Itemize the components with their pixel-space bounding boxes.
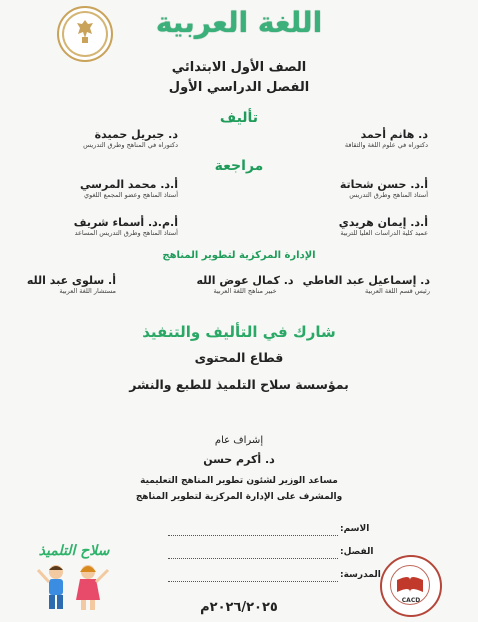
review-heading: مراجعة: [214, 158, 264, 174]
reviewer-item: [74, 216, 178, 237]
content-sector: قطاع المحتوى: [194, 350, 284, 365]
supervisor-title-line1: مساعد الوزير لشئون تطوير المناهج التعليمية: [140, 476, 338, 486]
author-desc: دكتوراه في المناهج وطرق التدريس: [83, 141, 178, 149]
reviewer-item: [339, 216, 428, 237]
participation-heading: شارك في التأليف والتنفيذ: [142, 323, 336, 341]
admin-desc: خبير مناهج اللغة العربية: [213, 287, 277, 295]
brand-logo-text: سلاح التلميذ: [38, 543, 110, 559]
author-name: د. هانم أحمد: [360, 128, 428, 141]
book-title: اللغة العربية: [155, 6, 323, 39]
author-desc: دكتوراه في علوم اللغة والثقافة: [344, 141, 428, 149]
supervisor-name: د. أكرم حسن: [203, 453, 275, 466]
supervisor-title-line2: والمشرف على الإدارة المركزية لتطوير المناهج: [135, 492, 343, 502]
author-item: [345, 128, 428, 149]
author-item: [83, 128, 178, 149]
institution-name: بمؤسسة سلاح التلميذ للطبع والنشر: [129, 377, 349, 392]
reviewer-name: أ.د. محمد المرسي: [80, 178, 178, 191]
class-field-label: الفصل:: [340, 547, 374, 557]
academic-year: ٢٠٢٦/٢٠٢٥م: [200, 600, 278, 615]
class-field[interactable]: [168, 549, 338, 559]
admin-member: [190, 274, 300, 295]
reviewer-desc: عميد كلية الدراسات العليا للتربية: [340, 229, 428, 237]
grade-label: الصف الأول الابتدائي: [171, 60, 307, 75]
reviewer-item: [340, 178, 428, 199]
cacd-logo-label: CACD: [401, 597, 421, 604]
central-admin-heading: الإدارة المركزية لتطوير المناهج: [162, 250, 316, 261]
school-field-line[interactable]: [168, 580, 338, 582]
admin-desc: رئيس قسم اللغة العربية: [365, 287, 430, 295]
name-field-line[interactable]: [168, 534, 338, 536]
reviewer-item: [80, 178, 178, 199]
class-field-line[interactable]: [168, 557, 338, 559]
reviewer-desc: أستاذ المناهج وطرق التدريس المساعد: [74, 229, 178, 237]
reviewer-name: أ.م.د. أسماء شريف: [73, 216, 178, 229]
name-field[interactable]: [168, 526, 338, 536]
admin-desc: مستشار اللغة العربية: [59, 287, 116, 295]
admin-name: د. إسماعيل عبد العاطي: [302, 274, 430, 287]
name-field-label: الاسم:: [340, 524, 370, 534]
reviewer-name: أ.د. حسن شحاتة: [339, 178, 428, 191]
reviewer-desc: أستاذ المناهج وطرق التدريس: [349, 191, 428, 199]
reviewer-desc: أستاذ المناهج وعضو المجمع اللغوي: [84, 191, 178, 199]
author-name: د. جبريل حميدة: [94, 128, 178, 141]
school-field-label: المدرسة:: [340, 570, 381, 580]
admin-member: [303, 274, 430, 295]
school-field[interactable]: [168, 572, 338, 582]
reviewer-name: أ.د. إيمان هريدي: [338, 216, 428, 229]
supervision-heading: إشراف عام: [214, 435, 264, 446]
admin-member: [27, 274, 116, 295]
admin-name: أ. سلوى عبد الله: [26, 274, 116, 287]
authoring-heading: تأليف: [219, 110, 259, 126]
term-label: الفصل الدراسي الأول: [168, 80, 310, 95]
admin-name: د. كمال عوض الله: [196, 274, 294, 287]
